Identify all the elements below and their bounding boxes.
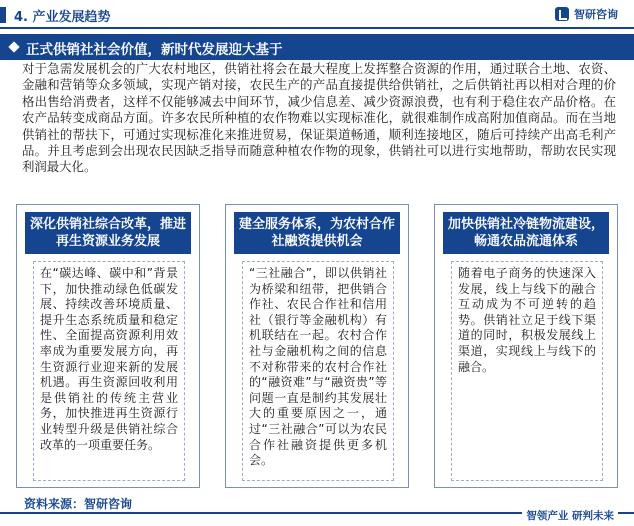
brand-logo bbox=[555, 6, 618, 22]
section-banner bbox=[0, 34, 634, 60]
section-title: 4. 产业发展趋势 bbox=[14, 10, 111, 25]
section-accent bbox=[0, 7, 6, 23]
panel-title: 深化供销社综合改革，推进再生资源业务发展 bbox=[25, 212, 191, 254]
panel-body: 随着电子商务的快速深入发展，线上与线下的融合互动成为不可逆转的趋势。供销社立足于线下渠道的同时，积极发展线上渠道，实现线上与线下的融合。 bbox=[451, 261, 603, 481]
panel-financing bbox=[225, 204, 409, 488]
panel-body: “三社融合”，即以供销社为桥梁和纽带，把供销合作社、农民合作社和信用社（银行等金融机构）有机联结在一起。农村合作社与金融机构之间的信息不对称带来的农村合作社的“融资难”与“融资贵”等问题一直是制约其发展壮大的重要原因之一，通过“三社融合”可以为农民合作社融资提供更多机会。 bbox=[242, 261, 394, 481]
brand-name: 智研咨询 bbox=[574, 8, 618, 21]
panel-title: 建全服务体系，为农村合作社融资提供机会 bbox=[234, 212, 400, 254]
data-source: 资料来源：智研咨询 bbox=[24, 497, 133, 511]
brand-logo-icon bbox=[555, 7, 569, 21]
panel-title: 加快供销社冷链物流建设，畅通农品流通体系 bbox=[443, 212, 609, 254]
intro-paragraph: 对于急需发展机会的广大农村地区，供销社将会在最大程度上发挥整合资源的作用，通过联合土地、农资、金融和营销等众多领域，实现产销对接，农民生产的产品直接提供给供销社，之后供销社再以相对合理的价格出售给消费者，这样不仅能够减去中间环节，减少信息差、减少资源浪费，也有利于稳住农产品价格。在农产品转变成商品方面。许多农民所种植的农作物难以实现标准化，就很难制作成高附加值商品。而在当地供销社的帮扶下，可通过实现标准化来推进贸易，保证渠道畅通，顺利连接地区，随后可持续产出高毛利产品。并且考虑到会出现农民因缺乏指导而随意种植农作物的现象，供销社可以进行实地帮助，帮助农民实现利润最大化。 bbox=[22, 61, 616, 175]
panel-body: 在“碳达峰、碳中和”背景下，加快推动绿色低碳发展、持续改善环境质量、提升生态系统质量和稳定性、全面提高资源利用效率成为重要发展方向，再生资源行业迎来新的发展机遇。再生资源回收利用是供销社的传统主营业务，加快推进再生资源行业转型升级是供销社综合改革的一项重要任务。 bbox=[33, 261, 185, 481]
banner-title: 正式供销社社会价值，新时代发展迎大基于 bbox=[26, 42, 283, 58]
diamond-icon bbox=[8, 41, 19, 52]
header-divider bbox=[0, 27, 634, 29]
panel-cold-chain bbox=[434, 204, 618, 488]
panel-recycling bbox=[16, 204, 200, 488]
footer-slogan: 智领产业 研判未来 bbox=[522, 508, 618, 523]
top-bar bbox=[0, 0, 634, 30]
